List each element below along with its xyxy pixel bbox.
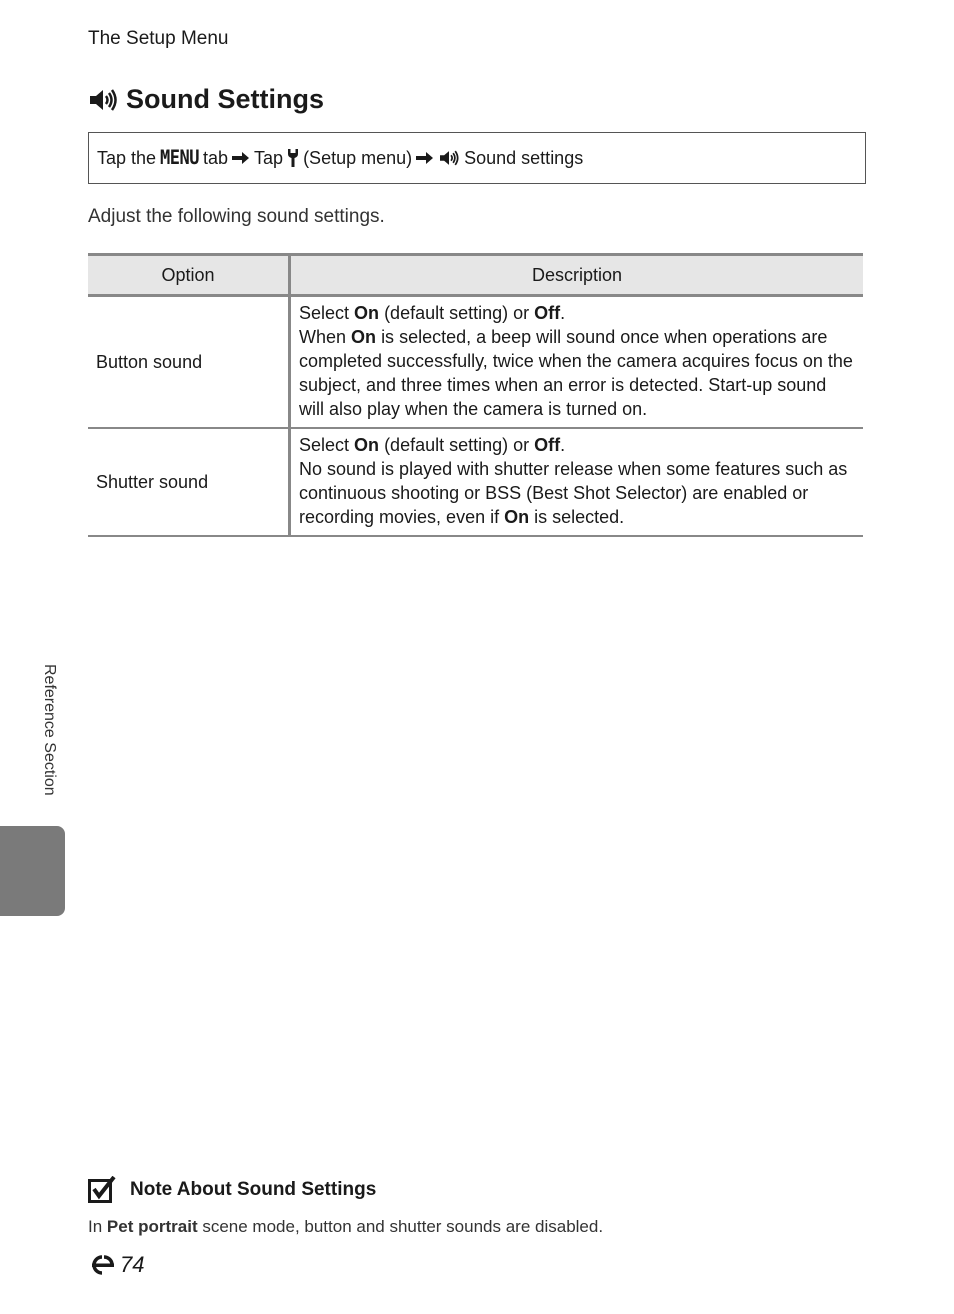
value-off: Off xyxy=(534,303,561,323)
checkmark-note-icon xyxy=(88,1176,118,1204)
nav-tap: Tap xyxy=(254,147,284,168)
reference-e-icon xyxy=(88,1254,118,1276)
desc-text: is selected. xyxy=(534,507,625,527)
wrench-icon xyxy=(287,148,299,168)
arrow-right-icon xyxy=(232,151,250,165)
desc-period: . xyxy=(560,303,566,323)
value-off: Off xyxy=(534,435,561,455)
nav-prefix: Tap the xyxy=(97,147,157,168)
settings-table xyxy=(88,253,863,537)
page-number-value: 74 xyxy=(120,1252,145,1277)
desc-text: No sound is played with shutter release when some features such as continuous shooting or BSS (Best Shot Selector) are enabled or recording movies, even if xyxy=(299,459,848,527)
option-cell: Button sound xyxy=(88,296,290,429)
arrow-right-icon xyxy=(416,151,434,165)
note-heading-text: Note About Sound Settings xyxy=(130,1179,377,1200)
value-on: On xyxy=(354,303,380,323)
column-header-description: Description xyxy=(290,255,864,296)
setup-menu-label: (Setup menu) xyxy=(303,147,413,168)
section-thumb-tab xyxy=(0,826,65,916)
note-body xyxy=(88,1217,603,1237)
speaker-sound-icon xyxy=(88,87,118,113)
desc-text: When xyxy=(299,327,347,347)
side-section-label: Reference Section xyxy=(41,664,58,796)
column-header-option: Option xyxy=(88,255,290,296)
running-header: The Setup Menu xyxy=(88,28,229,49)
nav-tab-word: tab xyxy=(203,147,229,168)
page-number xyxy=(88,1252,144,1278)
value-on: On xyxy=(351,327,377,347)
option-cell: Shutter sound xyxy=(88,428,290,536)
intro-text: Adjust the following sound settings. xyxy=(88,206,385,227)
desc-text: is selected, a beep will sound once when operations are completed successfully, twice when the camera acquires focus on the subject, and three times when an error is detected. Start-up sound will also play when the camera is turned on. xyxy=(299,327,853,419)
value-on: On xyxy=(504,507,530,527)
desc-period: . xyxy=(560,435,566,455)
speaker-sound-icon xyxy=(438,149,460,167)
nav-target: Sound settings xyxy=(464,147,584,168)
page-title xyxy=(88,84,324,115)
description-cell xyxy=(290,428,864,536)
note-heading xyxy=(88,1176,376,1204)
desc-text: Select xyxy=(299,303,350,323)
menu-tab-label: MENU xyxy=(160,146,199,170)
table-header-row xyxy=(88,255,863,296)
table-row xyxy=(88,296,863,429)
note-text: scene mode, button and shutter sounds are disabled. xyxy=(202,1217,604,1236)
desc-text: Select xyxy=(299,435,350,455)
note-text: In xyxy=(88,1217,103,1236)
table-row xyxy=(88,428,863,536)
page-title-text: Sound Settings xyxy=(126,84,324,114)
navigation-path xyxy=(88,132,866,184)
desc-text: (default setting) or xyxy=(384,303,530,323)
description-cell xyxy=(290,296,864,429)
value-on: On xyxy=(354,435,380,455)
scene-mode-name: Pet portrait xyxy=(106,1217,198,1236)
desc-text: (default setting) or xyxy=(384,435,530,455)
